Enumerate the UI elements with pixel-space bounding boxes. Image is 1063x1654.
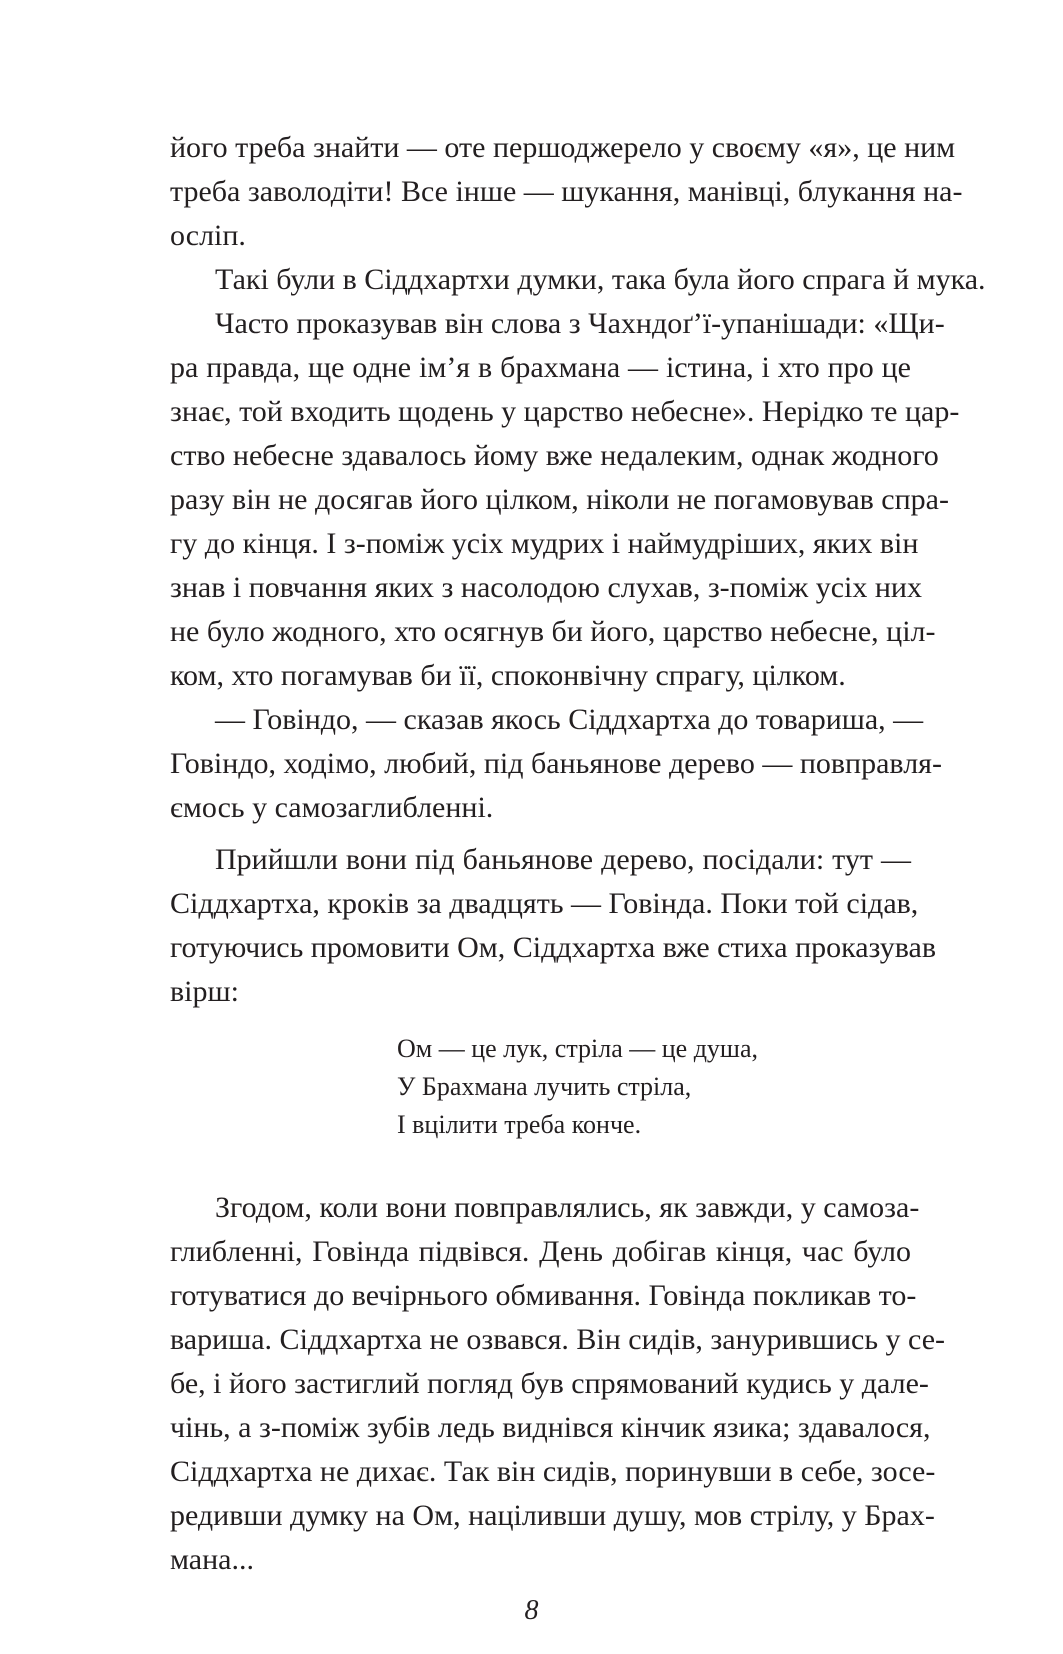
- text-line: мана...: [170, 1543, 254, 1576]
- text-line: готуючись промовити Ом, Сіддхартха вже стиха проказував: [170, 931, 937, 964]
- text-line: ємось у самозаглибленні.: [170, 791, 494, 824]
- verse-line: І вцілити треба конче.: [397, 1110, 642, 1139]
- text-line: ра правда, ще одне ім’я в брахмана — істина, і хто про це: [170, 351, 911, 384]
- text-line: — Говіндо, — сказав якось Сіддхартха до товариша, —: [215, 703, 924, 736]
- text-line: вірш:: [170, 975, 239, 1008]
- text-line: Часто проказував він слова з Чахндоґ’ї-упанішади: «Щи-: [215, 307, 945, 340]
- text-line: ство небесне здавалось йому вже недалеким, однак жодного: [170, 439, 939, 472]
- text-line: ком, хто погамував би її, споконвічну спрагу, цілком.: [170, 659, 846, 692]
- text-line: Такі були в Сіддхартхи думки, така була його спрага й мука.: [215, 263, 986, 296]
- text-line: готуватися до вечірнього обмивання. Говінда покликав то-: [170, 1279, 917, 1312]
- text-line: треба заволодіти! Все інше — шукання, манівці, блукання на-: [170, 175, 963, 208]
- text-line: бе, і його застиглий погляд був спрямований кудись у дале-: [170, 1367, 929, 1400]
- text-line: знає, той входить щодень у царство небесне». Нерідко те цар-: [170, 395, 960, 428]
- page-number: 8: [524, 1595, 539, 1626]
- text-line: редивши думку на Ом, націливши душу, мов стрілу, у Брах-: [170, 1499, 935, 1532]
- text-line: глибленні, Говінда підвівся. День добігав кінця, час було: [170, 1235, 911, 1268]
- text-line: Говіндо, ходімо, любий, під баньянове дерево — повправля-: [170, 747, 942, 780]
- text-line: вариша. Сіддхартха не озвався. Він сидів, занурившись у се-: [170, 1323, 946, 1356]
- text-line: гу до кінця. І з-поміж усіх мудрих і наймудріших, яких він: [170, 527, 919, 560]
- text-line: осліп.: [170, 219, 246, 252]
- text-line: Сіддхартха не дихає. Так він сидів, поринувши в себе, зосе-: [170, 1455, 936, 1488]
- verse-line: Ом — це лук, стріла — це душа,: [397, 1034, 758, 1063]
- text-line: Згодом, коли вони повправлялись, як завжди, у самоза-: [215, 1191, 920, 1224]
- text-line: чінь, а з-поміж зубів ледь виднівся кінчик язика; здавалося,: [170, 1411, 931, 1444]
- text-line: Прийшли вони під баньянове дерево, посідали: тут —: [215, 843, 911, 876]
- text-line: знав і повчання яких з насолодою слухав, з-поміж усіх них: [170, 571, 922, 604]
- text-line: Сіддхартха, кроків за двадцять — Говінда. Поки той сідав,: [170, 887, 919, 920]
- text-line: його треба знайти — оте першоджерело у своєму «я», це ним: [170, 131, 956, 164]
- text-line: разу він не досягав його цілком, ніколи не погамовував спра-: [170, 483, 949, 516]
- text-line: не було жодного, хто осягнув би його, царство небесне, ціл-: [170, 615, 936, 648]
- verse-line: У Брахмана лучить стріла,: [397, 1072, 692, 1101]
